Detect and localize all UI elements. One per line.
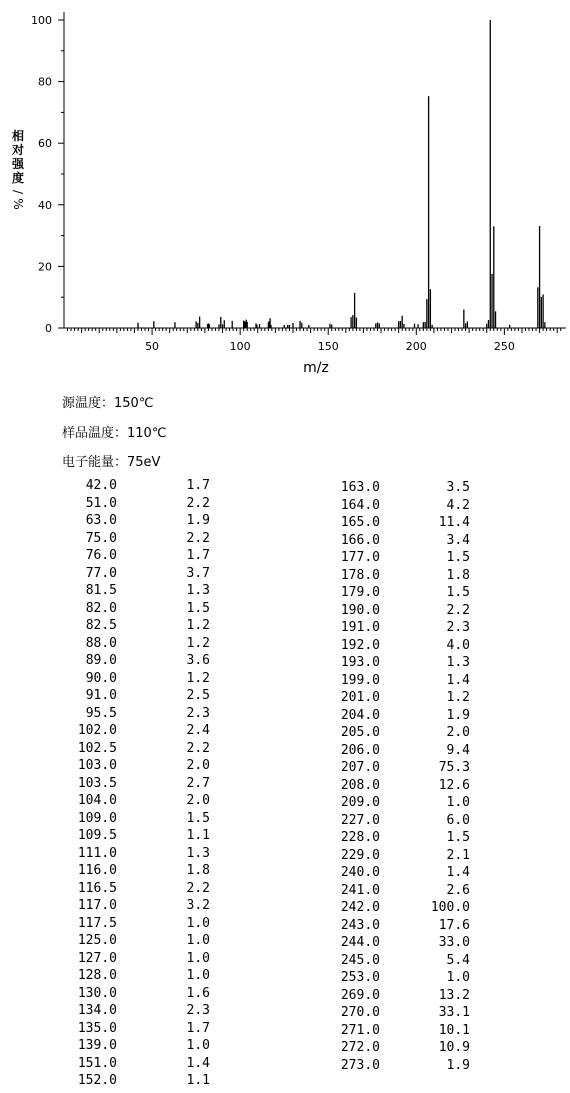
intensity-value: 1.0: [186, 915, 210, 931]
table-row: [60, 1055, 220, 1073]
table-row: [60, 477, 220, 495]
table-row: [60, 670, 220, 688]
mz-value: 77.0: [85, 565, 117, 581]
y-label-char: /: [11, 189, 25, 195]
mz-value: 273.0: [340, 1057, 380, 1073]
mz-value: 229.0: [340, 847, 380, 863]
intensity-value: 1.7: [186, 1020, 210, 1036]
table-row: [60, 495, 220, 513]
mz-value: 245.0: [340, 952, 380, 968]
mz-value: 166.0: [340, 532, 380, 548]
table-row: [60, 862, 220, 880]
x-tick-label: 150: [317, 340, 339, 353]
table-row: [60, 687, 220, 705]
intensity-value: 1.2: [186, 670, 210, 686]
mz-value: 227.0: [340, 812, 380, 828]
table-row: [320, 1004, 480, 1022]
mz-value: 42.0: [85, 478, 117, 493]
mz-value: 165.0: [340, 515, 380, 530]
mz-value: 109.0: [77, 810, 117, 826]
intensity-value: 2.0: [186, 758, 210, 773]
y-tick-label: 40: [38, 198, 52, 212]
intensity-value: 1.0: [186, 933, 210, 948]
peak-series: [138, 20, 545, 328]
intensity-value: 12.6: [438, 777, 470, 793]
intensity-value: 1.7: [186, 478, 210, 493]
source-temperature: 源温度：150℃: [62, 396, 154, 411]
intensity-value: 1.9: [186, 513, 210, 528]
mz-value: 89.0: [85, 653, 117, 668]
electron-energy: 电子能量：75eV: [62, 455, 161, 470]
table-row: [60, 547, 220, 565]
table-row: [320, 584, 480, 602]
table-row: [60, 600, 220, 618]
mz-value: 193.0: [340, 655, 380, 670]
table-row: [60, 582, 220, 600]
mz-value: 270.0: [340, 1005, 380, 1020]
mz-value: 192.0: [340, 637, 380, 653]
table-row: [320, 742, 480, 760]
intensity-value: 1.4: [446, 865, 470, 880]
intensity-value: 33.0: [438, 935, 470, 950]
table-row: [320, 1057, 480, 1075]
table-row: [60, 827, 220, 845]
intensity-value: 1.1: [186, 828, 210, 843]
mz-value: 177.0: [340, 550, 380, 565]
intensity-value: 4.2: [446, 497, 470, 513]
table-row: [320, 689, 480, 707]
table-row: [60, 740, 220, 758]
intensity-value: 2.3: [186, 705, 210, 721]
intensity-value: 1.1: [186, 1073, 210, 1088]
mass-spectrum-chart: [0, 0, 570, 380]
mz-value: 206.0: [340, 742, 380, 758]
table-row: [320, 497, 480, 515]
y-label-char: 对: [11, 143, 25, 157]
intensity-value: 1.8: [446, 567, 470, 583]
y-axis-ticks: [31, 14, 64, 335]
intensity-value: 2.0: [446, 725, 470, 740]
intensity-value: 9.4: [446, 742, 470, 758]
intensity-value: 1.3: [186, 583, 210, 598]
mz-value: 139.0: [77, 1038, 117, 1053]
table-row: [60, 915, 220, 933]
table-row: [60, 565, 220, 583]
mz-value: 63.0: [85, 513, 117, 528]
mz-value: 209.0: [340, 795, 380, 810]
intensity-value: 3.7: [186, 565, 210, 581]
intensity-value: 3.4: [446, 532, 470, 548]
table-row: [60, 1020, 220, 1038]
table-row: [320, 672, 480, 690]
x-tick-label: 200: [405, 340, 427, 353]
intensity-value: 10.9: [438, 1040, 470, 1055]
mz-value: 82.5: [85, 618, 117, 633]
intensity-value: 3.6: [186, 653, 210, 668]
intensity-value: 10.1: [438, 1022, 470, 1038]
mz-value: 151.0: [77, 1055, 117, 1071]
intensity-value: 2.4: [186, 723, 210, 738]
table-row: [60, 932, 220, 950]
mz-value: 82.0: [85, 600, 117, 616]
table-row: [60, 722, 220, 740]
mz-value: 95.5: [85, 705, 117, 721]
intensity-value: 2.2: [186, 495, 210, 511]
table-row: [320, 567, 480, 585]
mz-value: 178.0: [340, 567, 380, 583]
x-tick-label: 100: [229, 340, 251, 353]
table-row: [60, 512, 220, 530]
mz-value: 51.0: [85, 495, 117, 511]
mz-value: 135.0: [77, 1020, 117, 1036]
mz-value: 127.0: [77, 950, 117, 966]
intensity-value: 75.3: [438, 760, 470, 775]
mz-value: 179.0: [340, 585, 380, 600]
intensity-value: 1.7: [186, 548, 210, 563]
table-row: [60, 897, 220, 915]
mz-value: 271.0: [340, 1022, 380, 1038]
intensity-value: 2.5: [186, 688, 210, 703]
intensity-value: 1.5: [186, 600, 210, 616]
mz-value: 104.0: [77, 793, 117, 808]
intensity-value: 13.2: [438, 987, 470, 1003]
mz-value: 81.5: [85, 583, 117, 598]
intensity-value: 2.3: [446, 620, 470, 635]
table-row: [320, 864, 480, 882]
mz-value: 201.0: [340, 690, 380, 705]
mz-value: 116.0: [77, 863, 117, 878]
table-row: [60, 1002, 220, 1020]
table-row: [320, 917, 480, 935]
table-row: [320, 934, 480, 952]
intensity-value: 2.2: [446, 602, 470, 618]
y-tick-label: 20: [38, 260, 52, 274]
intensity-value: 2.2: [186, 740, 210, 756]
table-row: [60, 652, 220, 670]
table-row: [320, 759, 480, 777]
intensity-value: 17.6: [438, 917, 470, 933]
table-row: [320, 882, 480, 900]
mz-value: 128.0: [77, 968, 117, 983]
mz-value: 191.0: [340, 620, 380, 635]
intensity-value: 5.4: [446, 952, 470, 968]
intensity-value: 1.0: [186, 1038, 210, 1053]
table-row: [60, 635, 220, 653]
table-row: [320, 829, 480, 847]
mz-value: 164.0: [340, 497, 380, 513]
y-axis-label: [11, 128, 25, 210]
table-row: [320, 654, 480, 672]
y-label-char: 相: [11, 129, 25, 143]
table-row: [60, 530, 220, 548]
table-row: [320, 969, 480, 987]
mz-value: 103.5: [77, 775, 117, 791]
x-tick-label: 50: [145, 340, 160, 353]
table-row: [60, 757, 220, 775]
intensity-value: 1.9: [446, 707, 470, 723]
table-row: [60, 617, 220, 635]
mz-value: 199.0: [340, 672, 380, 688]
intensity-value: 2.6: [446, 882, 470, 898]
intensity-value: 1.9: [446, 1057, 470, 1073]
peak-table-left: [60, 477, 220, 1090]
intensity-value: 1.3: [446, 655, 470, 670]
table-row: [320, 794, 480, 812]
table-row: [320, 812, 480, 830]
mz-value: 243.0: [340, 917, 380, 933]
table-row: [320, 1022, 480, 1040]
intensity-value: 2.3: [186, 1003, 210, 1018]
mz-value: 88.0: [85, 635, 117, 651]
mz-value: 102.0: [77, 723, 117, 738]
intensity-value: 1.5: [186, 810, 210, 826]
sample-temperature: 样品温度：110℃: [62, 426, 167, 441]
mz-value: 109.5: [77, 828, 117, 843]
table-row: [60, 1037, 220, 1055]
intensity-value: 1.2: [186, 618, 210, 633]
x-axis-ticks: [68, 328, 561, 353]
mz-value: 205.0: [340, 725, 380, 740]
mz-value: 241.0: [340, 882, 380, 898]
mz-value: 102.5: [77, 740, 117, 756]
mz-value: 253.0: [340, 970, 380, 985]
mz-value: 228.0: [340, 830, 380, 845]
table-row: [320, 619, 480, 637]
y-tick-label: 0: [45, 322, 52, 335]
table-row: [320, 637, 480, 655]
table-row: [60, 845, 220, 863]
intensity-value: 3.2: [186, 898, 210, 913]
y-tick-label: 100: [31, 14, 52, 27]
table-row: [320, 777, 480, 795]
table-row: [60, 810, 220, 828]
intensity-value: 100.0: [430, 900, 470, 915]
mz-value: 269.0: [340, 987, 380, 1003]
mz-value: 244.0: [340, 935, 380, 950]
table-row: [320, 724, 480, 742]
intensity-value: 1.0: [186, 950, 210, 966]
mz-value: 103.0: [77, 758, 117, 773]
mz-value: 134.0: [77, 1003, 117, 1018]
intensity-value: 1.4: [186, 1055, 210, 1071]
x-axis-label: m/z: [303, 360, 329, 376]
table-row: [60, 967, 220, 985]
table-row: [60, 792, 220, 810]
intensity-value: 2.1: [446, 847, 470, 863]
mz-value: 90.0: [85, 670, 117, 686]
intensity-value: 4.0: [446, 637, 470, 653]
y-tick-label: 80: [38, 75, 52, 89]
mz-value: 152.0: [77, 1073, 117, 1088]
mz-value: 242.0: [340, 900, 380, 915]
intensity-value: 1.4: [446, 672, 470, 688]
intensity-value: 1.5: [446, 550, 470, 565]
mz-value: 208.0: [340, 777, 380, 793]
table-row: [60, 705, 220, 723]
table-row: [60, 775, 220, 793]
x-tick-label: 250: [493, 340, 515, 353]
peak-table-right: [320, 479, 480, 1074]
mz-value: 116.5: [77, 880, 117, 896]
table-row: [320, 532, 480, 550]
table-row: [320, 899, 480, 917]
intensity-value: 1.8: [186, 863, 210, 878]
intensity-value: 1.0: [186, 968, 210, 983]
table-row: [60, 950, 220, 968]
table-row: [320, 549, 480, 567]
y-tick-label: 60: [38, 137, 52, 151]
table-row: [320, 1039, 480, 1057]
mz-value: 91.0: [85, 688, 117, 703]
intensity-value: 3.5: [446, 480, 470, 495]
table-row: [320, 707, 480, 725]
table-row: [60, 1072, 220, 1090]
intensity-value: 1.6: [186, 985, 210, 1001]
mz-value: 204.0: [340, 707, 380, 723]
mz-value: 190.0: [340, 602, 380, 618]
table-row: [60, 985, 220, 1003]
intensity-value: 11.4: [438, 515, 470, 530]
y-label-char: %: [11, 198, 25, 210]
intensity-value: 2.0: [186, 793, 210, 808]
mz-value: 163.0: [340, 480, 380, 495]
intensity-value: 2.7: [186, 775, 210, 791]
table-row: [320, 952, 480, 970]
mz-value: 117.0: [77, 898, 117, 913]
table-row: [320, 514, 480, 532]
intensity-value: 1.5: [446, 585, 470, 600]
mz-value: 117.5: [77, 915, 117, 931]
intensity-value: 2.2: [186, 880, 210, 896]
intensity-value: 33.1: [438, 1005, 470, 1020]
intensity-value: 1.3: [186, 845, 210, 861]
table-row: [320, 847, 480, 865]
intensity-value: 1.5: [446, 830, 470, 845]
intensity-value: 6.0: [446, 812, 470, 828]
intensity-value: 1.2: [446, 690, 470, 705]
mz-value: 76.0: [85, 548, 117, 563]
intensity-value: 2.2: [186, 530, 210, 546]
intensity-value: 1.0: [446, 970, 470, 985]
y-label-char: 强: [11, 157, 25, 171]
intensity-value: 1.2: [186, 635, 210, 651]
table-row: [320, 987, 480, 1005]
mz-value: 272.0: [340, 1040, 380, 1055]
mz-value: 207.0: [340, 760, 380, 775]
y-label-char: 度: [11, 171, 25, 185]
intensity-value: 1.0: [446, 795, 470, 810]
table-row: [60, 880, 220, 898]
mz-value: 111.0: [77, 845, 117, 861]
table-row: [320, 479, 480, 497]
table-row: [320, 602, 480, 620]
mz-value: 75.0: [85, 530, 117, 546]
mz-value: 130.0: [77, 985, 117, 1001]
mz-value: 240.0: [340, 865, 380, 880]
mz-value: 125.0: [77, 933, 117, 948]
